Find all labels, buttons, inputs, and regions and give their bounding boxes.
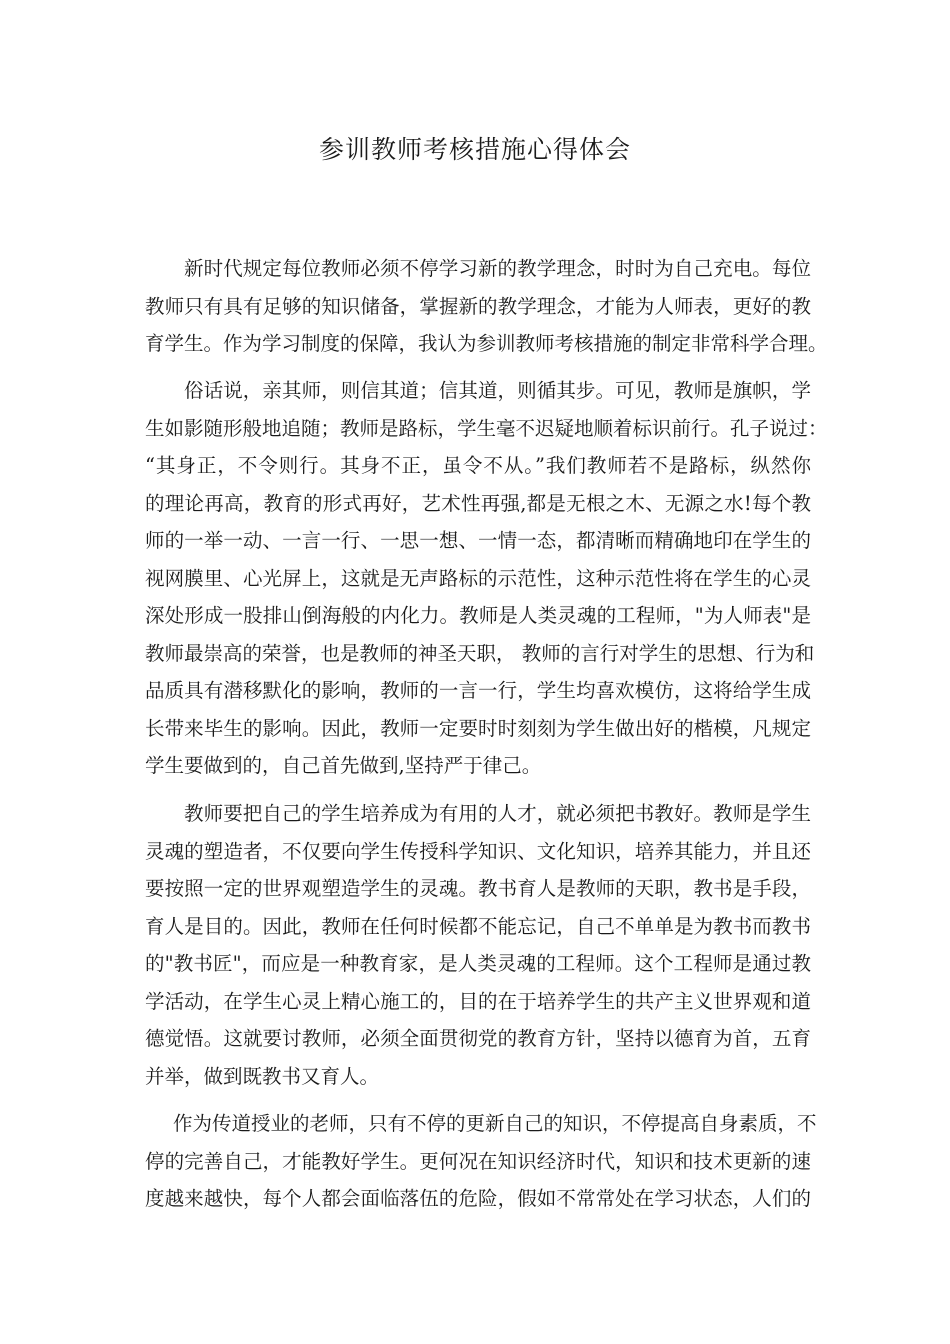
paragraph-line: 新时代规定每位教师必须不停学习新的教学理念，时时为自己充电。每位 [184, 257, 811, 280]
paragraph-line: 教师只有具有足够的知识储备，掌握新的教学理念，才能为人师表，更好的教 [145, 294, 811, 318]
paragraph-3 [145, 795, 811, 1095]
paragraph-4 [145, 1105, 817, 1218]
paragraph-line: 视网膜里、心光屏上，这就是无声路标的示范性，这种示范性将在学生的心灵 [145, 566, 811, 590]
paragraph-line: “其身正，不令则行。其身不正，虽令不从。”我们教师若不是路标，纵然你 [145, 454, 811, 477]
paragraph-line: 学活动，在学生心灵上精心施工的，目的在于培养学生的共产主义世界观和道 [145, 989, 811, 1013]
paragraph-line: 要按照一定的世界观塑造学生的灵魂。教书育人是教师的天职，教书是手段， [145, 877, 811, 900]
paragraph-line: 品质具有潜移默化的影响，教师的一言一行，学生均喜欢模仿，这将给学生成 [145, 679, 811, 702]
paragraph-line: 灵魂的塑造者，不仅要向学生传授科学知识、文化知识，培养其能力，并且还 [145, 839, 811, 863]
paragraph-1 [145, 250, 828, 363]
paragraph-line: 深处形成一股排山倒海般的内化力。教师是人类灵魂的工程师，"为人师表"是 [145, 604, 811, 627]
paragraph-line: 并举，做到既教书又育人。 [145, 1064, 380, 1088]
paragraph-line: 作为传道授业的老师，只有不停的更新自己的知识，不停提高自身素质，不 [173, 1112, 817, 1135]
paragraph-line: 育学生。作为学习制度的保障，我认为参训教师考核措施的制定非常科学合理。 [145, 332, 828, 355]
paragraph-2 [145, 372, 828, 785]
paragraph-line: 的理论再高，教育的形式再好，艺术性再强,都是无根之木、无源之水!每个教 [145, 491, 811, 515]
paragraph-line: 长带来毕生的影响。因此，教师一定要时时刻刻为学生做出好的楷模，凡规定 [145, 716, 811, 740]
paragraph-line: 俗话说，亲其师，则信其道；信其道，则循其步。可见，教师是旗帜，学 [184, 379, 811, 402]
document-title: 参训教师考核措施心得体会 [318, 135, 631, 164]
paragraph-line: 停的完善自己，才能教好学生。更何况在知识经济时代，知识和技术更新的速 [145, 1149, 811, 1173]
paragraph-line: 度越来越快，每个人都会面临落伍的危险，假如不常常处在学习状态，人们的 [145, 1187, 811, 1210]
paragraph-line: 德觉悟。这就要讨教师，必须全面贯彻党的教育方针，坚持以德育为首，五育 [145, 1027, 811, 1050]
paragraph-line: 师的一举一动、一言一行、一思一想、一情一态，都清晰而精确地印在学生的 [145, 529, 811, 552]
paragraph-line: 生如影随形般地追随；教师是路标，学生毫不迟疑地顺着标识前行。孔子说过： [145, 416, 828, 440]
paragraph-line: 教师最崇高的荣誉，也是教师的神圣天职， 教师的言行对学生的思想、行为和 [145, 641, 815, 665]
paragraph-line: 学生要做到的，自己首先做到,坚持严于律己。 [145, 754, 542, 777]
paragraph-line: 教师要把自己的学生培养成为有用的人才，就必须把书教好。教师是学生 [184, 802, 811, 825]
paragraph-line: 育人是目的。因此，教师在任何时候都不能忘记，自己不单单是为教书而教书 [145, 914, 811, 938]
paragraph-line: 的"教书匠"，而应是一种教育家，是人类灵魂的工程师。这个工程师是通过教 [145, 952, 811, 975]
